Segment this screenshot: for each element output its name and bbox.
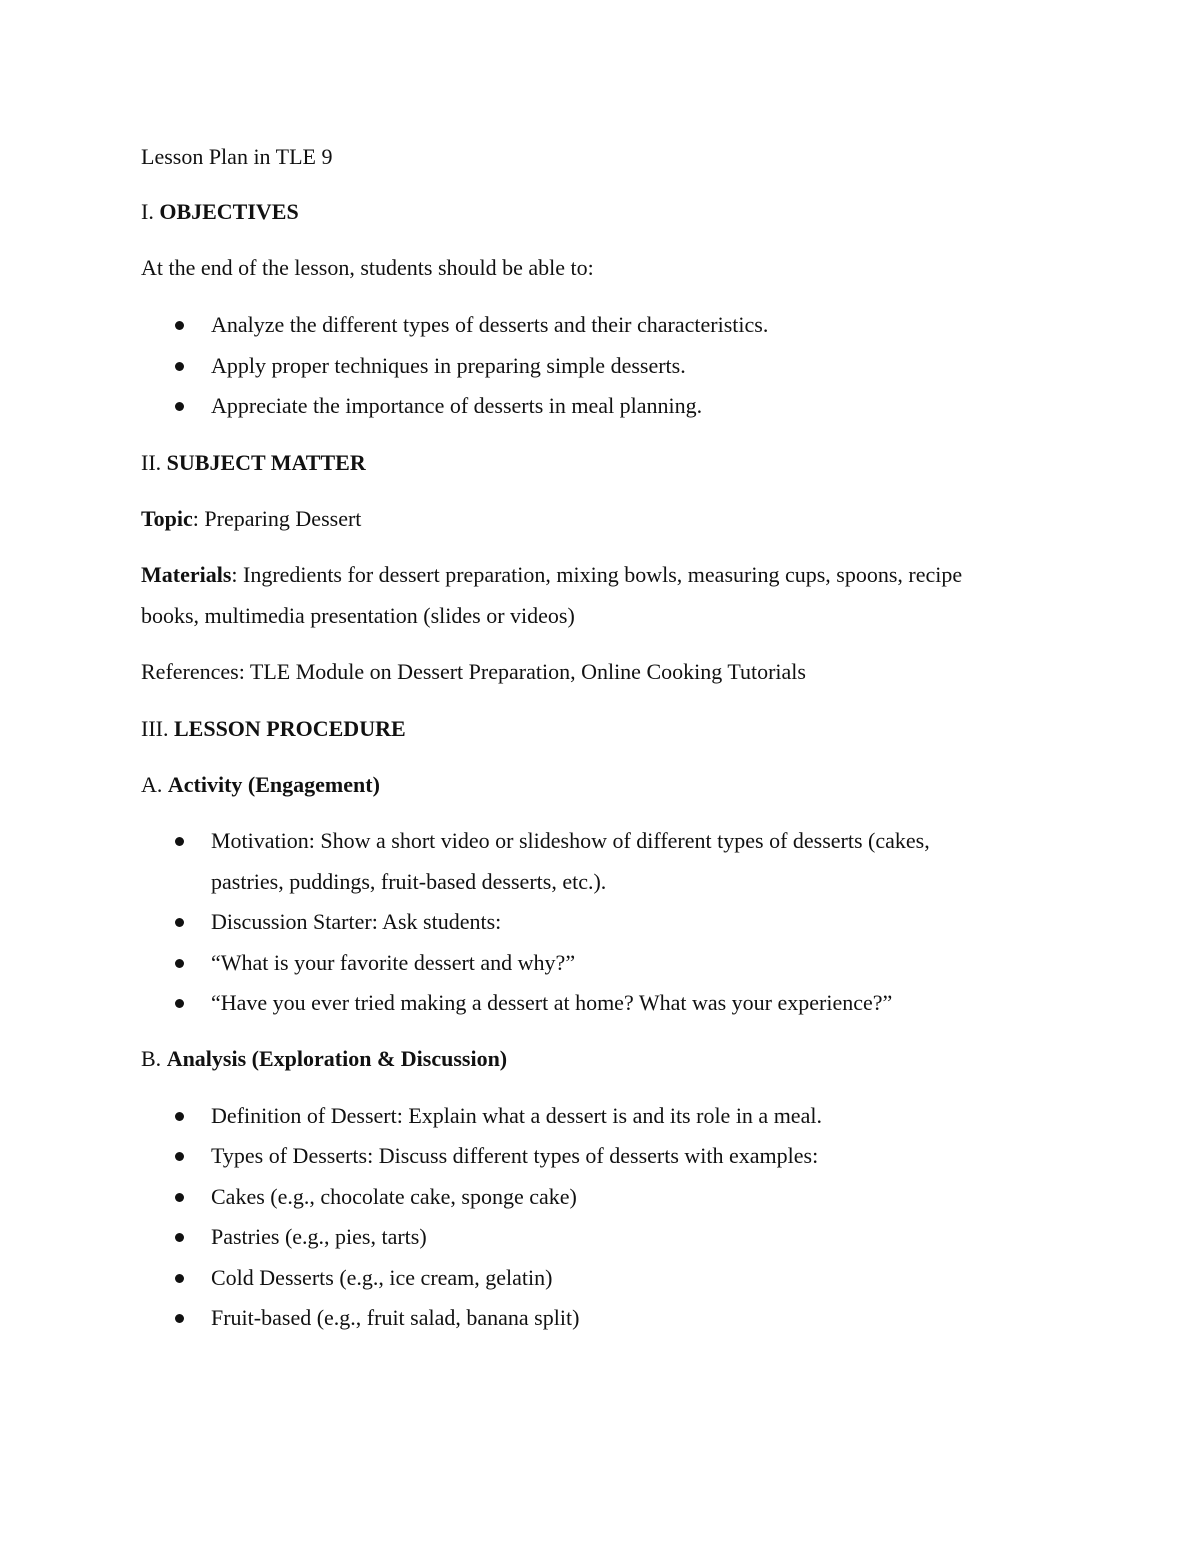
- bullet-icon: [175, 959, 184, 968]
- topic-label: Topic: [141, 506, 193, 531]
- bullet-icon: [175, 1233, 184, 1242]
- list-item-text: “What is your favorite dessert and why?”: [211, 950, 576, 975]
- lesson-procedure-numeral: III.: [141, 716, 174, 741]
- list-item-text: Cakes (e.g., chocolate cake, sponge cake): [211, 1184, 577, 1209]
- bullet-icon: [175, 1314, 184, 1323]
- topic-line: [141, 499, 361, 539]
- lesson-procedure-heading-text: LESSON PROCEDURE: [173, 716, 406, 741]
- activity-letter: A.: [141, 772, 168, 797]
- bullet-icon: [175, 918, 184, 927]
- list-item-text: Motivation: Show a short video or slideshow of different types of desserts (cakes,: [211, 828, 930, 853]
- analysis-heading: [141, 1039, 507, 1079]
- document-title: Lesson Plan in TLE 9: [141, 144, 333, 169]
- analysis-heading-text: Analysis (Exploration & Discussion): [166, 1046, 508, 1071]
- bullet-icon: [175, 321, 184, 330]
- activity-heading: [141, 765, 380, 805]
- bullet-icon: [175, 402, 184, 411]
- list-item-text: Appreciate the importance of desserts in meal planning.: [211, 393, 703, 418]
- materials-label: Materials: [141, 562, 232, 587]
- bullet-icon: [175, 362, 184, 371]
- topic-value: : Preparing Dessert: [192, 506, 362, 531]
- bullet-icon: [175, 1274, 184, 1283]
- bullet-icon: [175, 1193, 184, 1202]
- bullet-icon: [175, 1152, 184, 1161]
- list-item-text: Analyze the different types of desserts and their characteristics.: [211, 312, 769, 337]
- bullet-icon: [175, 999, 184, 1008]
- objectives-heading-text: OBJECTIVES: [159, 199, 299, 224]
- bullet-icon: [175, 1112, 184, 1121]
- materials-value: : Ingredients for dessert preparation, mixing bowls, measuring cups, spoons, recipe: [231, 562, 963, 587]
- subject-matter-heading-text: SUBJECT MATTER: [166, 450, 366, 475]
- lesson-procedure-heading: [141, 709, 406, 749]
- subject-matter-numeral: II.: [141, 450, 167, 475]
- analysis-letter: B.: [141, 1046, 167, 1071]
- subject-matter-heading: [141, 443, 366, 483]
- activity-heading-text: Activity (Engagement): [167, 772, 380, 797]
- list-item-text: Definition of Dessert: Explain what a dessert is and its role in a meal.: [211, 1103, 822, 1128]
- list-item-text: “Have you ever tried making a dessert at home? What was your experience?”: [211, 990, 893, 1015]
- objectives-intro: At the end of the lesson, students should be able to:: [141, 255, 594, 280]
- objectives-numeral: I.: [141, 199, 160, 224]
- materials-line-continued: books, multimedia presentation (slides or videos): [141, 603, 575, 628]
- objectives-heading: [141, 192, 299, 232]
- list-item-text: Discussion Starter: Ask students:: [211, 909, 502, 934]
- materials-line: [141, 555, 962, 595]
- references-line: References: TLE Module on Dessert Preparation, Online Cooking Tutorials: [141, 659, 806, 684]
- list-item-text: Cold Desserts (e.g., ice cream, gelatin): [211, 1265, 553, 1290]
- list-item-text: pastries, puddings, fruit-based desserts, etc.).: [211, 869, 607, 894]
- list-item-text: Pastries (e.g., pies, tarts): [211, 1224, 427, 1249]
- bullet-icon: [175, 837, 184, 846]
- list-item-text: Fruit-based (e.g., fruit salad, banana split): [211, 1305, 580, 1330]
- list-item-text: Types of Desserts: Discuss different types of desserts with examples:: [211, 1143, 819, 1168]
- list-item-text: Apply proper techniques in preparing simple desserts.: [211, 353, 686, 378]
